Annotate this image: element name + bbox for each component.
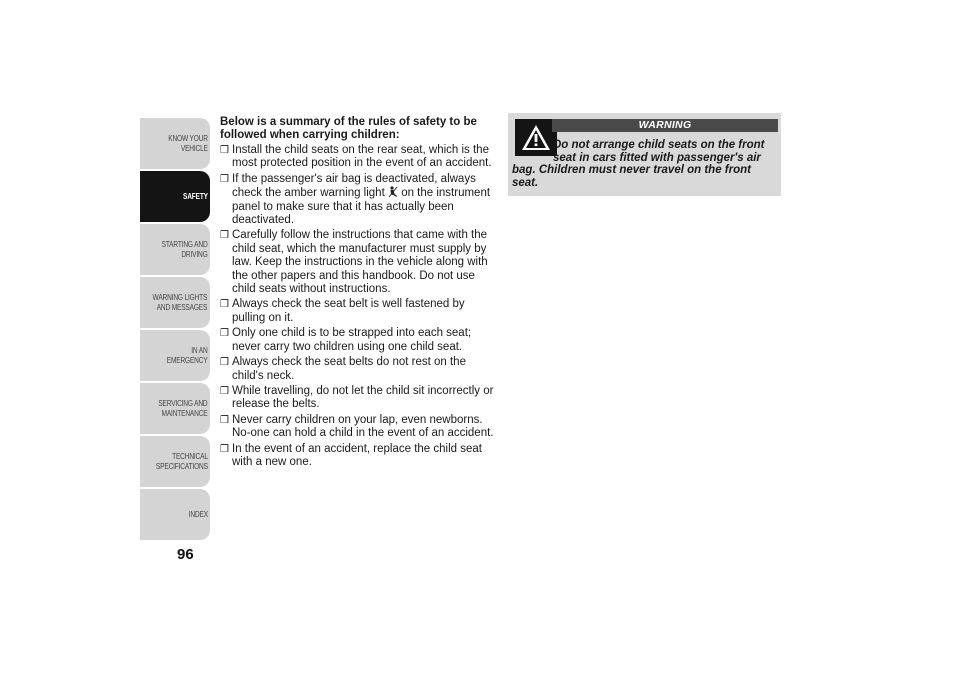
tab-label: SAFETY <box>182 191 208 201</box>
rule-text: If the passenger's air bag is deactivated, always check the amber warning light <box>232 172 476 200</box>
tab-label: STARTING AND DRIVING <box>161 240 208 259</box>
tab-servicing[interactable] <box>140 383 210 434</box>
checkbox-bullet-icon: ❒ <box>220 173 229 185</box>
warning-box <box>508 113 781 196</box>
tab-label: INDEX <box>188 509 208 519</box>
list-item <box>220 327 500 354</box>
tab-label: SERVICING AND MAINTENANCE <box>158 399 208 418</box>
tab-label: IN AN EMERGENCY <box>166 346 208 365</box>
rule-text: Always check the seat belt is well fastened by pulling on it. <box>232 298 465 324</box>
checkbox-bullet-icon: ❒ <box>220 443 229 455</box>
list-item <box>220 144 500 171</box>
tab-index[interactable] <box>140 489 210 540</box>
rule-text: While travelling, do not let the child sit incorrectly or release the belts. <box>232 384 494 411</box>
list-item <box>220 385 500 412</box>
safety-rules-section <box>220 116 500 471</box>
rule-text: In the event of an accident, replace the child seat with a new one. <box>232 442 482 468</box>
checkbox-bullet-icon: ❒ <box>220 230 229 242</box>
list-item <box>220 298 500 325</box>
rule-text: Carefully follow the instructions that came with the child seat, which the manufacturer must supply by law. Keep the instructions in the vehicle along with the other papers and this handbook. Do not use child seats without instructions. <box>232 229 488 296</box>
airbag-off-warning-icon <box>388 186 398 198</box>
list-item <box>220 229 500 296</box>
chapter-tabs <box>140 118 210 542</box>
tab-label: KNOW YOUR VEHICLE <box>167 134 208 153</box>
checkbox-bullet-icon: ❒ <box>220 357 229 369</box>
list-item <box>220 356 500 383</box>
rule-text: Only one child is to be strapped into each seat; never carry two children using one child seat. <box>232 327 472 353</box>
warning-body: Do not arrange child seats on the front seat in cars fitted with passenger's air bag. Children must never travel on the front seat. <box>512 139 765 189</box>
tab-label: TECHNICAL SPECIFICATIONS <box>155 452 208 471</box>
tab-starting-and-driving[interactable] <box>140 224 210 275</box>
intro-heading: Below is a summary of the rules of safety to be followed when carrying children: <box>220 116 477 141</box>
tab-in-an-emergency[interactable] <box>140 330 210 381</box>
checkbox-bullet-icon: ❒ <box>220 145 229 156</box>
rule-text: Never carry children on your lap, even newborns. No-one can hold a child in the event of an accident. <box>232 413 494 440</box>
rule-text: Install the child seats on the rear seat, which is the most protected position in the event of an accident. <box>232 144 492 170</box>
page-number: 96 <box>177 546 194 563</box>
warning-text <box>512 139 774 189</box>
warning-title: WARNING <box>552 119 778 132</box>
rule-text: Always check the seat belts do not rest on the child's neck. <box>232 356 466 382</box>
tab-technical-specifications[interactable] <box>140 436 210 487</box>
tab-label: WARNING LIGHTS AND MESSAGES <box>152 293 208 312</box>
checkbox-bullet-icon: ❒ <box>220 414 229 426</box>
checkbox-bullet-icon: ❒ <box>220 328 229 340</box>
rules-list <box>220 144 500 469</box>
list-item <box>220 173 500 228</box>
tab-warning-lights[interactable] <box>140 277 210 328</box>
list-item <box>220 414 500 441</box>
checkbox-bullet-icon: ❒ <box>220 385 229 397</box>
tab-know-your-vehicle[interactable] <box>140 118 210 169</box>
rule-text-continued: on the instrument panel to make sure that it has actually been deactivated. <box>232 187 491 227</box>
list-item <box>220 443 500 470</box>
tab-safety[interactable] <box>140 171 210 222</box>
checkbox-bullet-icon: ❒ <box>220 299 229 311</box>
